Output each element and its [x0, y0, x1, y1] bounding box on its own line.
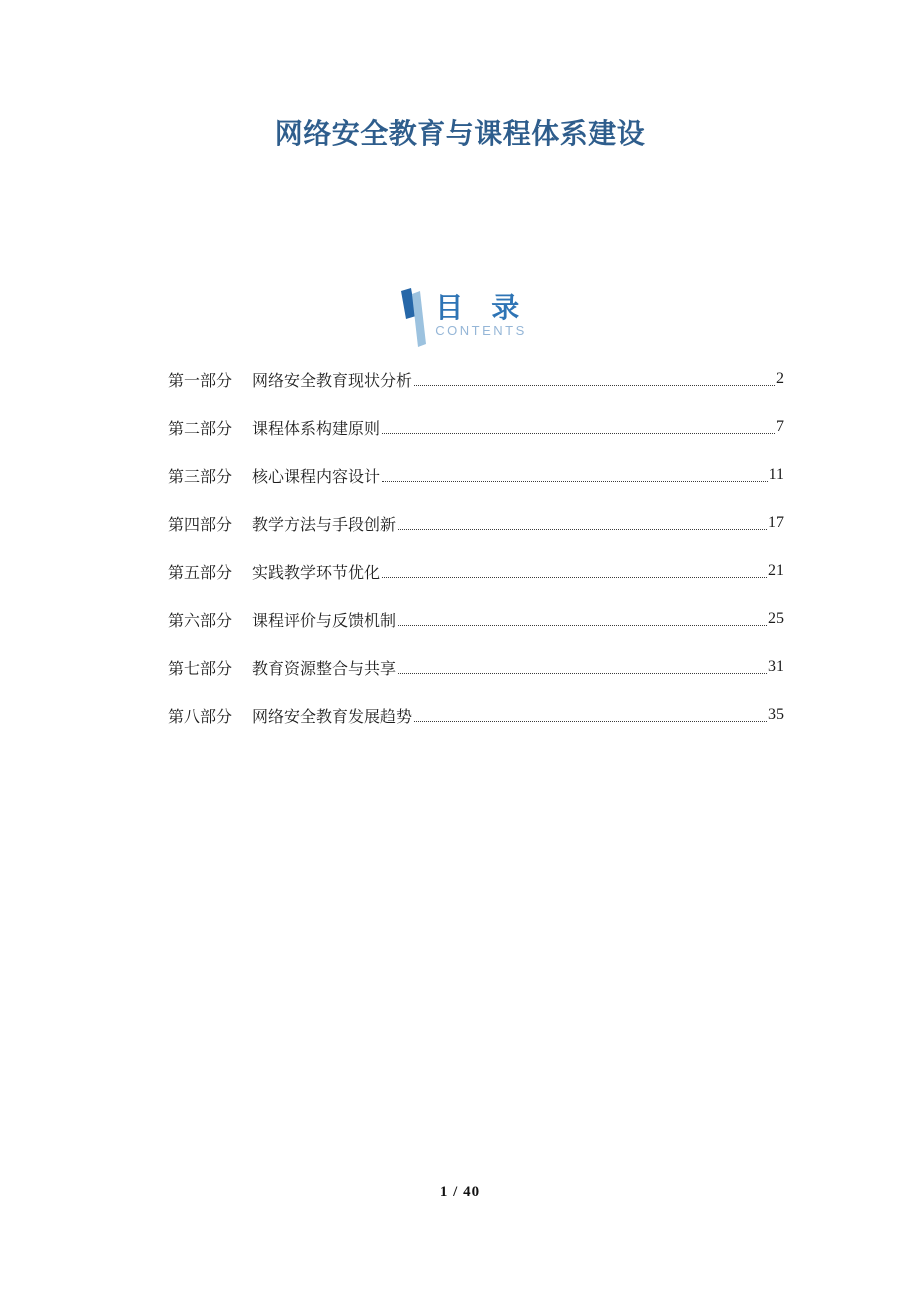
toc-entry[interactable] — [168, 643, 784, 691]
toc-entry[interactable] — [168, 595, 784, 643]
document-title: 网络安全教育与课程体系建设 — [274, 118, 646, 149]
toc-entry[interactable] — [168, 451, 784, 499]
toc-subheading: CONTENTS — [435, 323, 527, 338]
toc-heading: 目 录 — [435, 292, 520, 323]
toc-entry-page: 21 — [768, 562, 784, 579]
toc-entry-section: 第六部分 — [168, 612, 233, 630]
toc-entry-title: 课程评价与反馈机制 — [252, 612, 397, 630]
toc-entry-page: 31 — [768, 658, 784, 675]
dot-leader — [398, 661, 767, 674]
toc-entry-section: 第二部分 — [168, 420, 233, 438]
dot-leader — [398, 613, 767, 626]
toc-entry-section: 第七部分 — [168, 660, 233, 678]
toc-entry-title: 网络安全教育现状分析 — [252, 372, 413, 390]
toc-list — [168, 355, 784, 739]
dot-leader — [382, 421, 775, 434]
toc-entry-title: 课程体系构建原则 — [252, 420, 381, 438]
dot-leader — [382, 469, 768, 482]
toc-entry[interactable] — [168, 355, 784, 403]
toc-entry-page: 7 — [776, 418, 784, 435]
toc-entry-section: 第八部分 — [168, 708, 233, 726]
toc-entry-section: 第四部分 — [168, 516, 233, 534]
toc-entry-page: 35 — [768, 706, 784, 723]
toc-entry-page: 11 — [768, 466, 784, 483]
toc-entry-section: 第三部分 — [168, 468, 233, 486]
dot-leader — [414, 709, 767, 722]
toc-entry-page: 2 — [776, 370, 784, 387]
toc-entry[interactable] — [168, 499, 784, 547]
toc-entry-section: 第一部分 — [168, 372, 233, 390]
toc-entry[interactable] — [168, 547, 784, 595]
toc-header — [0, 286, 920, 350]
page-number-indicator: 1 / 40 — [439, 1184, 481, 1200]
toc-entry-page: 17 — [768, 514, 784, 531]
toc-entry-title: 实践教学环节优化 — [252, 564, 381, 582]
toc-entry-title: 教育资源整合与共享 — [252, 660, 397, 678]
dot-leader — [382, 565, 767, 578]
toc-entry-title: 网络安全教育发展趋势 — [252, 708, 413, 726]
slanted-double-bar-icon — [393, 286, 433, 350]
toc-entry[interactable] — [168, 403, 784, 451]
toc-entry-title: 教学方法与手段创新 — [252, 516, 397, 534]
dot-leader — [398, 517, 767, 530]
page-footer — [0, 1183, 920, 1201]
toc-entry[interactable] — [168, 691, 784, 739]
toc-entry-title: 核心课程内容设计 — [252, 468, 381, 486]
toc-header-text — [435, 286, 527, 338]
toc-entry-page: 25 — [768, 610, 784, 627]
dot-leader — [414, 373, 775, 386]
toc-entry-section: 第五部分 — [168, 564, 233, 582]
